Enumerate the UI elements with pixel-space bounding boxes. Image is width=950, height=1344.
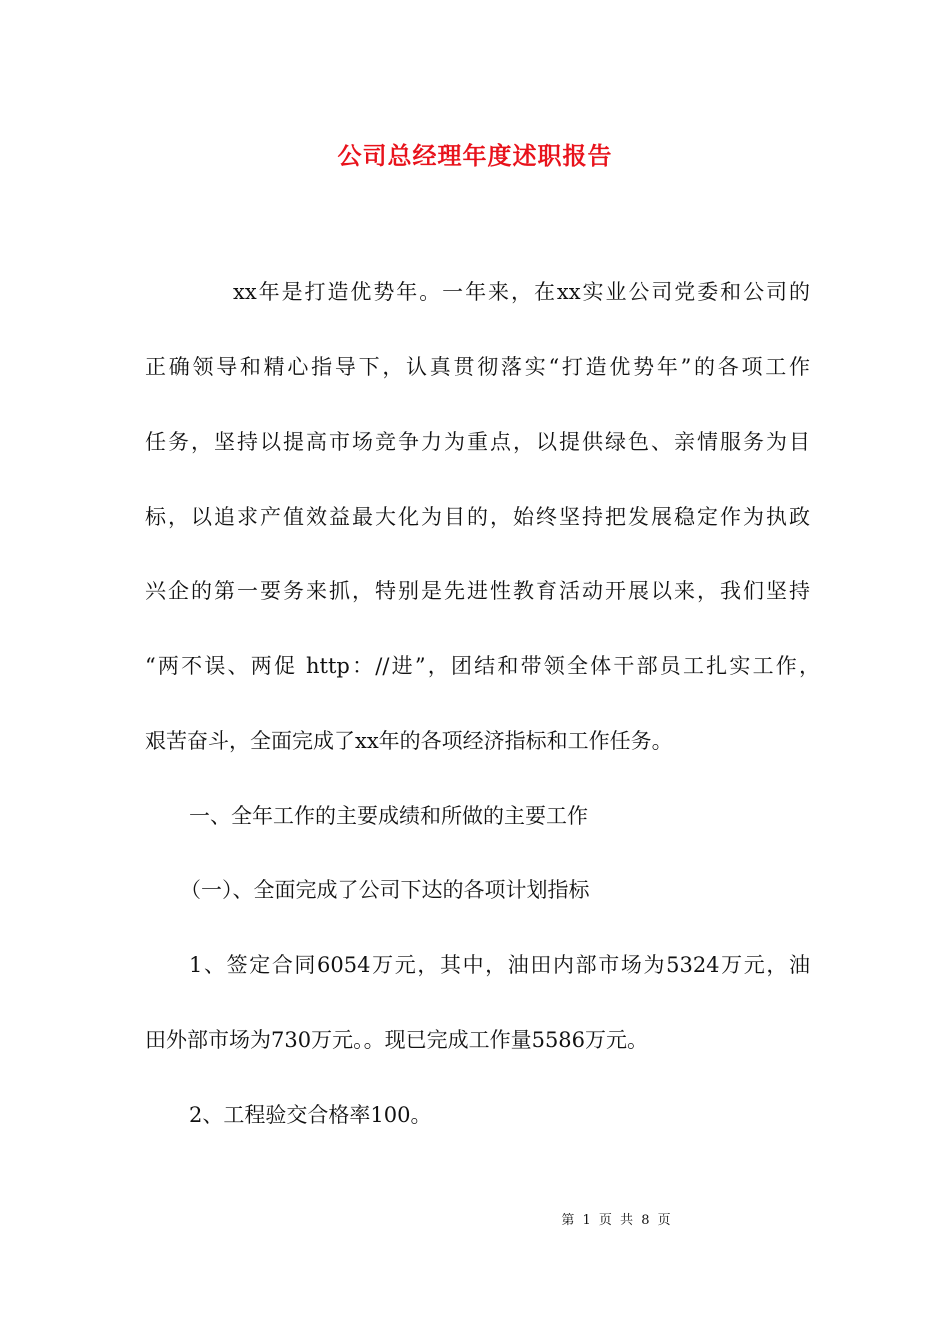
section-heading: 一、全年工作的主要成绩和所做的主要工作 xyxy=(189,804,588,828)
paragraph-line: 兴企的第一要务来抓，特别是先进性教育活动开展以来，我们坚持 xyxy=(145,579,810,603)
paragraph-line: “两不误、两促 http：//进”，团结和带领全体干部员工扎实工作， xyxy=(145,654,820,678)
paragraph-line: 正确领导和精心指导下，认真贯彻落实“打造优势年”的各项工作 xyxy=(145,355,810,379)
document-title: 公司总经理年度述职报告 xyxy=(337,141,613,170)
page-indicator: 第 1 页 共 8 页 xyxy=(561,1213,673,1228)
paragraph-line: 任务，坚持以提高市场竞争力为重点，以提供绿色、亲情服务为目 xyxy=(145,430,810,454)
paragraph-line: 标，以追求产值效益最大化为目的，始终坚持把发展稳定作为执政 xyxy=(145,505,810,529)
paragraph-line: 1、签定合同6054万元，其中，油田内部市场为5324万元，油 xyxy=(189,953,810,977)
paragraph-line: 田外部市场为730万元。。现已完成工作量5586万元。 xyxy=(145,1028,649,1052)
paragraph-line: xx年是打造优势年。一年来，在xx实业公司党委和公司的 xyxy=(233,280,810,304)
paragraph-line: 2、工程验交合格率100。 xyxy=(189,1103,432,1127)
paragraph-line: 艰苦奋斗，全面完成了xx年的各项经济指标和工作任务。 xyxy=(145,729,673,753)
subsection-heading: （一）、全面完成了公司下达的各项计划指标 xyxy=(180,878,590,902)
